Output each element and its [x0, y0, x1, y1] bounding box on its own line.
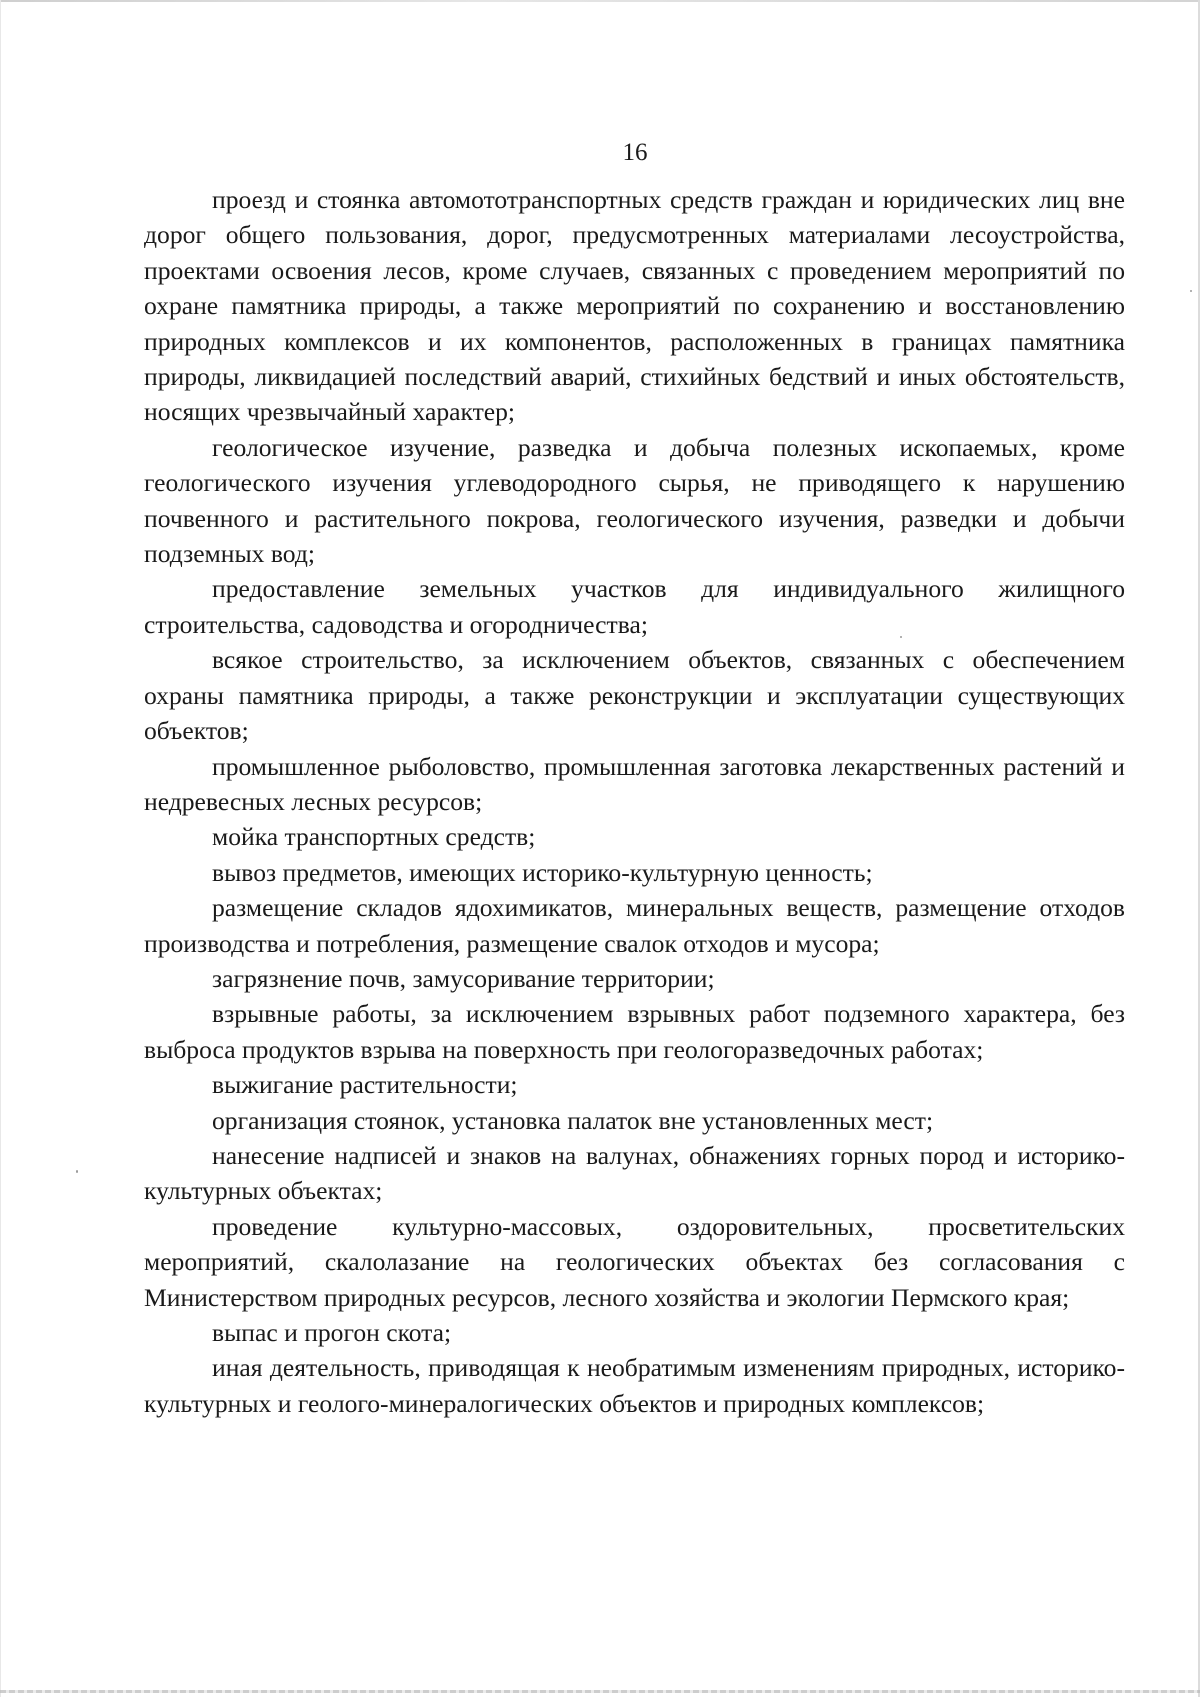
- scan-speck: [1190, 290, 1192, 292]
- paragraph-camping: организация стоянок, установка палаток вне установленных мест;: [212, 1105, 934, 1135]
- scan-edge-top: [0, 0, 1200, 2]
- paragraph-industrial-fishing: промышленное рыболовство, промышленная заготовка лекарственных растений и недревесных лесных ресурсов;: [144, 751, 1125, 816]
- paragraph-livestock-grazing: выпас и прогон скота;: [212, 1318, 452, 1347]
- paragraph-removal-of-items: вывоз предметов, имеющих историко-культурную ценность;: [212, 857, 873, 887]
- scan-edge-left: [0, 0, 1, 1697]
- paragraph-land-allocation: предоставление земельных участков для индивидуального жилищного строительства, садоводства и огородничества;: [144, 574, 1125, 639]
- scan-speck: [76, 1170, 78, 1173]
- paragraph-inscriptions: нанесение надписей и знаков на валунах, обнажениях горных пород и историко-культурных объектах;: [144, 1140, 1125, 1206]
- scan-edge-bottom: [0, 1690, 1200, 1693]
- paragraph-geological-exploration: геологическое изучение, разведка и добыча полезных ископаемых, кроме геологического изучения углеводородного сырья, не приводящего к нарушению почвенного и растительного покрова, геологического изучения, разведки и добычи подземных вод;: [144, 432, 1125, 569]
- paragraph-soil-pollution: загрязнение почв, замусоривание территории;: [212, 963, 715, 993]
- document-body: [144, 182, 1125, 1421]
- page-number: 16: [622, 139, 648, 166]
- paragraph-mass-events: проведение культурно-массовых, оздоровительных, просветительских мероприятий, скалолазание на геологических объектах без согласования с Министерством природных ресурсов, лесного хозяйства и экологии Пермского края;: [144, 1211, 1125, 1312]
- paragraph-vehicle-parking: проезд и стоянка автомототранспортных средств граждан и юридических лиц вне дорог общего пользования, дорог, предусмотренных материалами лесоустройства, проектами освоения лесов, кроме случаев, связанных с проведением мероприятий по охране памятника природы, а также мероприятий по сохранению и восстановлению природных комплексов и их компонентов, расположенных в границах памятника природы, ликвидацией последствий аварий, стихийных бедствий и иных обстоятельств, носящих чрезвычайный характер;: [144, 185, 1125, 427]
- paragraph-blasting-works: взрывные работы, за исключением взрывных работ подземного характера, без выброса продуктов взрыва на поверхность при геологоразведочных работах;: [144, 999, 1125, 1064]
- paragraph-vehicle-washing: мойка транспортных средств;: [212, 822, 536, 852]
- paragraph-construction: всякое строительство, за исключением объектов, связанных с обеспечением охраны памятника природы, а также реконструкции и эксплуатации существующих объектов;: [144, 645, 1125, 746]
- paragraph-other-activities: иная деятельность, приводящая к необратимым изменениям природных, историко-культурных и геолого-минералогических объектов и природных комплексов;: [144, 1353, 1125, 1418]
- paragraph-vegetation-burning: выжигание растительности;: [212, 1070, 518, 1100]
- paragraph-chemical-storage: размещение складов ядохимикатов, минеральных веществ, размещение отходов производства и потребления, размещение свалок отходов и мусора;: [144, 893, 1125, 958]
